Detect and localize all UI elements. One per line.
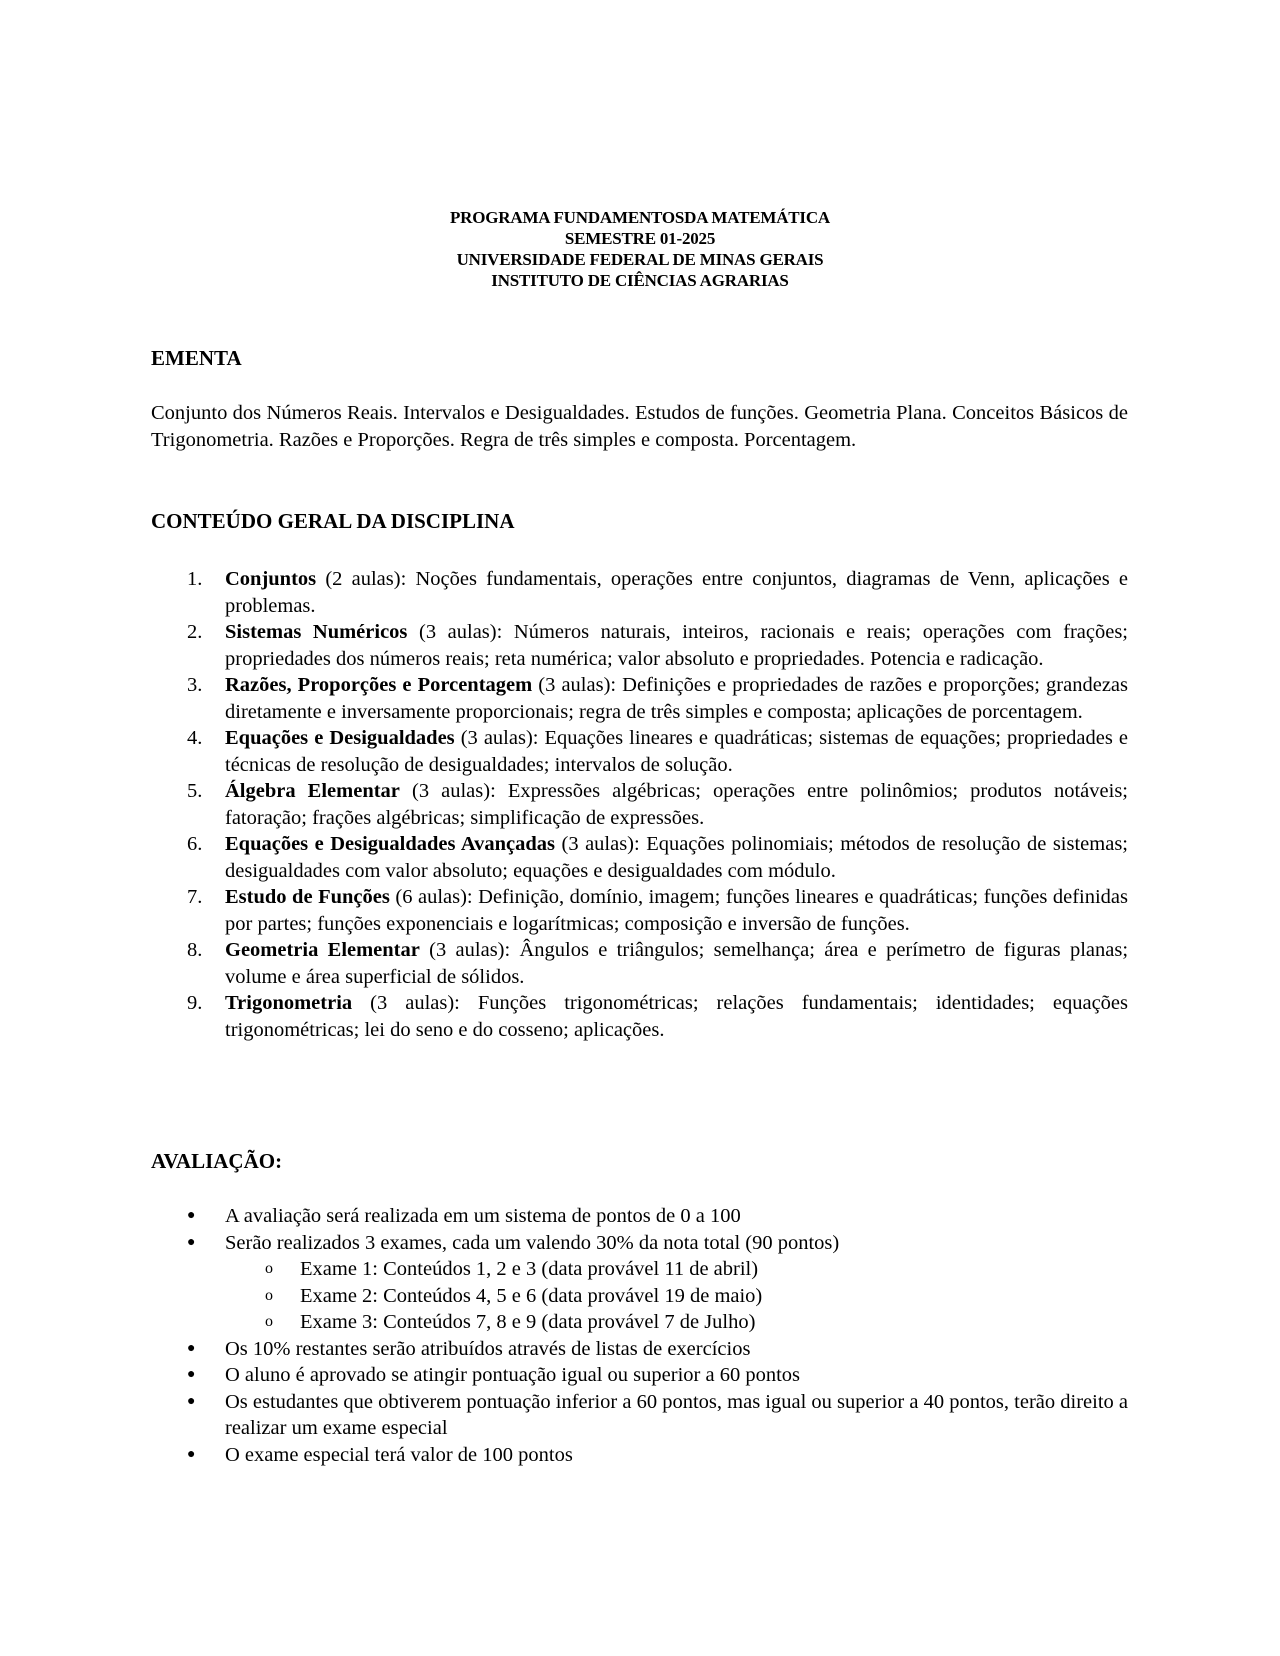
evaluation-item-text: O exame especial terá valor de 100 pontos (225, 1443, 573, 1466)
evaluation-subitem (151, 1309, 1128, 1336)
evaluation-subitem-text: Exame 2: Conteúdos 4, 5 e 6 (data provável 19 de maio) (300, 1284, 763, 1307)
evaluation-item-text: Serão realizados 3 exames, cada um valendo 30% da nota total (90 pontos) (225, 1231, 840, 1254)
evaluation-subitem-text: Exame 1: Conteúdos 1, 2 e 3 (data provável 11 de abril) (300, 1258, 759, 1280)
content-item-text: (3 aulas): Números naturais, inteiros, racionais e reais; operações com frações; propriedades dos números reais; reta numérica; valor absoluto e propriedades. Potencia e radicação. (225, 621, 1129, 670)
content-item-topic: Geometria Elementar (225, 939, 420, 961)
content-item-topic: Equações e Desigualdades Avançadas (225, 833, 556, 855)
content-item (151, 619, 1128, 672)
content-item-topic: Sistemas Numéricos (225, 621, 408, 643)
content-item-topic: Conjuntos (225, 568, 317, 590)
content-item (151, 884, 1128, 937)
content-item-topic: Razões, Proporções e Porcentagem (225, 674, 533, 696)
content-item (151, 937, 1128, 990)
content-item-text: (3 aulas): Equações lineares e quadráticas; sistemas de equações; propriedades e técnicas de resolução de desigualdades; intervalos de solução. (225, 727, 1128, 776)
content-item-number: 1. (187, 568, 203, 590)
conteudo-heading: CONTEÚDO GERAL DA DISCIPLINA (151, 509, 515, 533)
ementa-heading: EMENTA (151, 346, 242, 370)
bullet-icon: ● (187, 1340, 196, 1356)
header-semester: SEMESTRE 01-2025 (564, 229, 716, 248)
content-item-number: 8. (187, 939, 203, 961)
evaluation-item-text: Os estudantes que obtiverem pontuação inferior a 60 pontos, mas igual ou superior a 40 pontos, terão direito a realizar um exame especial (225, 1390, 1128, 1439)
evaluation-item-text: Os 10% restantes serão atribuídos através de listas de exercícios (225, 1337, 751, 1360)
content-item-number: 3. (187, 674, 203, 696)
evaluation-subitem (151, 1283, 1128, 1310)
header-university: UNIVERSIDADE FEDERAL DE MINAS GERAIS (456, 250, 824, 269)
content-item-number: 4. (187, 727, 203, 749)
document-header (0, 207, 1280, 291)
bullet-icon: ● (187, 1234, 196, 1250)
content-item-topic: Equações e Desigualdades (225, 727, 455, 749)
evaluation-item (151, 1203, 1128, 1230)
content-item (151, 672, 1128, 725)
evaluation-item-text: A avaliação será realizada em um sistema de pontos de 0 a 100 (225, 1205, 741, 1227)
content-item (151, 990, 1128, 1043)
evaluation-list (151, 1203, 1128, 1468)
content-item-text: (3 aulas): Funções trigonométricas; relações fundamentais; identidades; equações trigonométricas; lei do seno e do cosseno; aplicações. (225, 992, 1128, 1041)
evaluation-subitem-text: Exame 3: Conteúdos 7, 8 e 9 (data provável 7 de Julho) (300, 1311, 756, 1333)
evaluation-item (151, 1336, 1128, 1363)
evaluation-item (151, 1230, 1128, 1257)
circle-bullet-icon: o (265, 1260, 273, 1277)
evaluation-item (151, 1389, 1128, 1442)
content-item-number: 7. (187, 886, 203, 908)
evaluation-item-text: O aluno é aprovado se atingir pontuação igual ou superior a 60 pontos (225, 1364, 800, 1386)
bullet-icon: ● (187, 1446, 196, 1462)
content-item (151, 566, 1128, 619)
evaluation-subitem (151, 1256, 1128, 1283)
content-item-text: (3 aulas): Definições e propriedades de razões e proporções; grandezas diretamente e inversamente proporcionais; regra de três simples e composta; aplicações de porcentagem. (225, 674, 1128, 723)
content-item-number: 6. (187, 833, 203, 855)
content-item-text: (6 aulas): Definição, domínio, imagem; funções lineares e quadráticas; funções definidas por partes; funções exponenciais e logarítmicas; composição e inversão de funções. (225, 886, 1129, 935)
evaluation-item (151, 1442, 1128, 1469)
content-list (151, 566, 1128, 1043)
content-item-text: (3 aulas): Ângulos e triângulos; semelhança; área e perímetro de figuras planas; volume e área superficial de sólidos. (225, 939, 1129, 988)
content-item (151, 778, 1128, 831)
circle-bullet-icon: o (265, 1313, 273, 1330)
ementa-text: Conjunto dos Números Reais. Intervalos e Desigualdades. Estudos de funções. Geometria Plana. Conceitos Básicos de Trigonometria. Razões e Proporções. Regra de três simples e composta. Porcentagem. (151, 402, 1128, 451)
content-item-topic: Estudo de Funções (225, 886, 390, 908)
content-item-number: 5. (187, 780, 203, 802)
bullet-icon: ● (187, 1367, 196, 1382)
header-institute: INSTITUTO DE CIÊNCIAS AGRARIAS (491, 271, 789, 290)
content-item-text: (3 aulas): Equações polinomiais; métodos de resolução de sistemas; desigualdades com valor absoluto; equações e desigualdades com módulo. (225, 833, 1128, 882)
content-item-text: (3 aulas): Expressões algébricas; operações entre polinômios; produtos notáveis; fatoração; frações algébricas; simplificação de expressões. (225, 780, 1128, 829)
bullet-icon: ● (187, 1208, 196, 1223)
content-item-number: 2. (187, 621, 203, 643)
circle-bullet-icon: o (265, 1286, 273, 1304)
content-item-topic: Álgebra Elementar (225, 780, 400, 802)
evaluation-item (151, 1362, 1128, 1389)
content-item-topic: Trigonometria (225, 992, 353, 1014)
content-item-text: (2 aulas): Noções fundamentais, operações entre conjuntos, diagramas de Venn, aplicações e problemas. (225, 568, 1128, 617)
header-program-title: PROGRAMA FUNDAMENTOSDA MATEMÁTICA (450, 208, 830, 227)
content-item-number: 9. (187, 992, 203, 1014)
bullet-icon: ● (187, 1393, 196, 1409)
content-item (151, 725, 1128, 778)
avaliacao-heading: AVALIAÇÃO: (151, 1149, 283, 1173)
content-item (151, 831, 1128, 884)
